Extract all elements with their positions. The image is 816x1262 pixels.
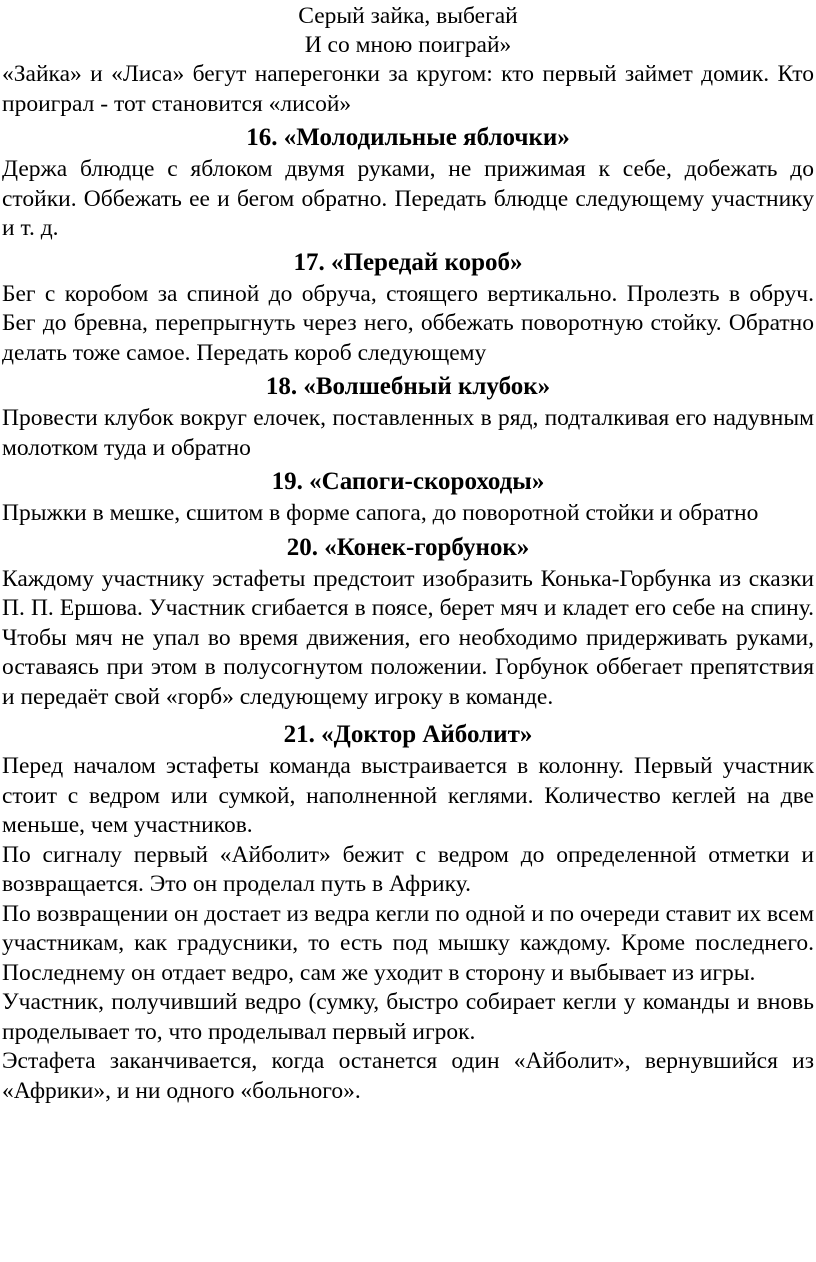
section-paragraph: Каждому участнику эстафеты предстоит изобразить Конька-Горбунка из сказки П. П. Ершова. Участник сгибается в поясе, берет мяч и кладет его себе на спину. Чтобы мяч не упал во время движения, его необходимо придерживать руками, оставаясь при этом в полусогнутом положении. Горбунок оббегает препятствия и передаёт свой «горб» следующему игроку в команде. xyxy=(2,565,814,710)
section-18 xyxy=(2,372,814,463)
section-paragraph: По возвращении он достает из ведра кегли по одной и по очереди ставит их всем участникам, как градусники, то есть под мышку каждому. Кроме последнего. Последнему он отдает ведро, сам же уходит в сторону и выбывает из игры. xyxy=(2,900,814,986)
section-paragraph: Эстафета заканчивается, когда останется один «Айболит», вернувшийся из «Африки», и ни одного «больного». xyxy=(2,1048,814,1104)
section-paragraph: Участник, получивший ведро (сумку, быстро собирает кегли у команды и вновь проделывает то, что проделывал первый игрок. xyxy=(2,989,814,1045)
intro-rules-paragraph: «Зайка» и «Лиса» бегут наперегонки за кругом: кто первый займет домик. Кто проиграл - тот становится «лисой» xyxy=(2,61,814,117)
section-heading: 18. «Волшебный клубок» xyxy=(265,373,551,400)
section-19 xyxy=(2,467,814,529)
section-17 xyxy=(2,248,814,369)
section-heading: 16. «Молодильные яблочки» xyxy=(246,124,570,151)
poem-line: Серый зайка, выбегай xyxy=(298,3,518,29)
section-paragraph: Провести клубок вокруг елочек, поставленных в ряд, подталкивая его надувным молотком туда и обратно xyxy=(2,405,814,461)
section-paragraph: Бег с коробом за спиной до обруча, стоящего вертикально. Пролезть в обруч. Бег до бревна, перепрыгнуть через него, оббежать поворотную стойку. Обратно делать тоже самое. Передать короб следующему xyxy=(2,280,814,366)
section-heading: 19. «Сапоги-скороходы» xyxy=(271,468,545,495)
section-16 xyxy=(2,123,814,244)
section-paragraph: Прыжки в мешке, сшитом в форме сапога, до поворотной стойки и обратно xyxy=(2,500,759,526)
section-heading: 20. «Конек-горбунок» xyxy=(286,533,530,561)
section-paragraph: По сигналу первый «Айболит» бежит с ведром до определенной отметки и возвращается. Это он проделал путь в Африку. xyxy=(2,841,814,897)
section-heading: 21. «Доктор Айболит» xyxy=(283,721,533,748)
section-21 xyxy=(2,720,814,1106)
section-paragraph: Перед началом эстафеты команда выстраивается в колонну. Первый участник стоит с ведром или сумкой, наполненной кеглями. Количество кеглей на две меньше, чем участников. xyxy=(2,753,814,838)
section-heading: 17. «Передай короб» xyxy=(293,248,523,276)
section-paragraph: Держа блюдце с яблоком двумя руками, не прижимая к себе, добежать до стойки. Оббежать ее и бегом обратно. Передать блюдце следующему участнику и т. д. xyxy=(2,156,814,241)
section-20 xyxy=(2,533,814,713)
poem-line: И со мною поиграй» xyxy=(304,32,512,58)
